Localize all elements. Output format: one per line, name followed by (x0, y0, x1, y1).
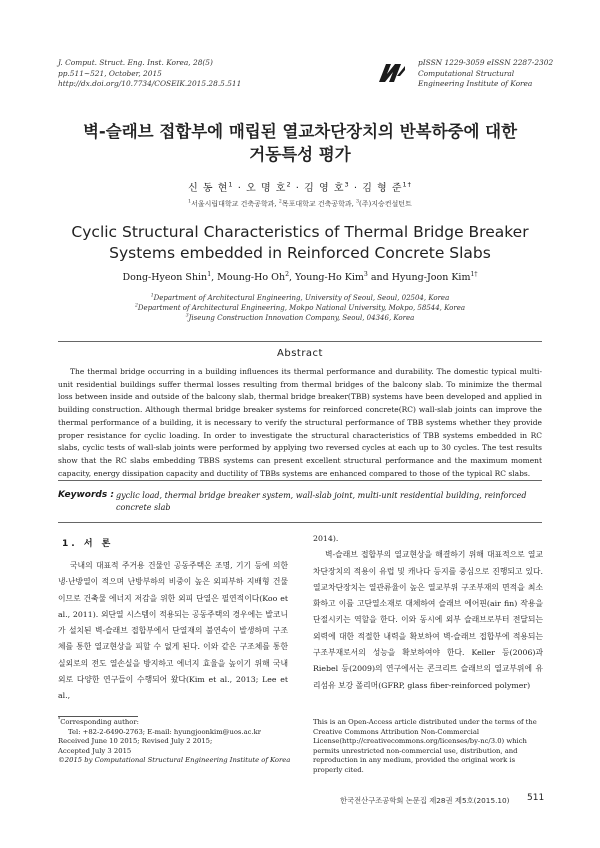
aff-sup: 1 (150, 293, 154, 299)
footnote-block (58, 718, 298, 766)
abstract-bottom-rule (58, 480, 542, 481)
author-name: Dong-Hyeon Shin (122, 272, 208, 283)
affiliation-line (0, 313, 600, 323)
author-conjunction: and (370, 272, 389, 283)
author-sup: 1 (207, 270, 212, 278)
title-korean-line: 벽-슬래브 접합부에 매립된 열교차단장치의 반복하중에 대한 (82, 122, 518, 141)
corresponding-author-label: *Corresponding author: (58, 717, 139, 726)
author-name: 김 형 준 (362, 183, 403, 194)
affiliation-line (0, 303, 600, 313)
author-name: 오 명 호 (246, 183, 287, 194)
issn-block (418, 58, 553, 90)
journal-citation (58, 58, 241, 90)
journal-pages-line: pp.511~521, October, 2015 (58, 68, 162, 78)
author-sup: 1† (402, 180, 412, 189)
coseik-logo-icon (377, 62, 407, 88)
issn-line: pISSN 1229-3059 eISSN 2287-2302 (418, 58, 554, 67)
section-title-introduction: 1. 서 론 (62, 539, 114, 549)
title-korean-line: 거동특성 평가 (249, 145, 351, 164)
keywords-bottom-rule (58, 522, 542, 523)
title-korean (0, 120, 600, 166)
page-number: 511 (527, 793, 545, 803)
keywords-text: gyclic load, thermal bridge breaker system, wall-slab joint, multi-unit residential building, reinforced concrete slab (116, 491, 527, 512)
author-separator: · (295, 183, 300, 194)
authors-korean (0, 179, 600, 194)
abstract-top-rule (58, 341, 542, 342)
title-english-line: Systems embedded in Reinforced Concrete Slabs (109, 244, 491, 262)
author-sup: 3 (344, 180, 350, 189)
paragraph: 벽-슬래브 접합부의 열교현상을 해결하기 위해 대표적으로 열교차단장치의 적용이 유럽 및 캐나다 등지를 중심으로 진행되고 있다. 열교차단장치는 열관류율이 높은 열교부위 구조부재의 면적을 최소화하고 이를 고단열소재로 대체하여 슬래브 에어핀(air fin) 작용을 단절시키는 역할을 한다. 이와 동시에 외부 슬래브로부터 전달되는 외력에 대한 적절한 내력을 확보하여 벽-슬래브 접합부에 적용되는 구조부재로서의 성능을 확보하여야 한다. Keller 등(2006)과 Riebel 등(2009)의 연구에서는 콘크리트 슬래브의 열교부위에 유리섬유 보강 폴리머(GFRP, glass fiber-reinforced polymer) (313, 550, 543, 690)
received-line: Received June 10 2015; Revised July 2 2015; (58, 737, 213, 746)
corresponding-author-text: Corresponding author: (60, 718, 139, 726)
body-column-right (313, 531, 543, 694)
author-name: Moung-Ho Oh (217, 272, 286, 283)
keywords-colon: : (110, 490, 114, 500)
author-sup: 3 (363, 270, 368, 278)
copyright-line: ©2015 by Computational Structural Engineering Institute of Korea (58, 756, 291, 765)
publisher-line: Computational Structural (418, 68, 515, 78)
aff-sup: 2 (134, 303, 138, 309)
title-english (0, 222, 600, 264)
aff-sup: 3 (185, 313, 189, 319)
author-separator: · (237, 183, 242, 194)
author-separator: · (353, 183, 359, 194)
contact-line: Tel: +82-2-6490-2763; E-mail: hyungjoonkim@uos.ac.kr (68, 727, 261, 736)
publisher-line: Engineering Institute of Korea (418, 79, 533, 88)
keywords-label-text: Keywords (58, 490, 108, 500)
author-name: 신 동 현 (188, 183, 229, 194)
author-name: Young-Ho Kim (295, 272, 364, 283)
author-sup: 1† (470, 270, 478, 278)
affiliation: 목포대학교 건축공학과, (281, 200, 354, 208)
author-sup: 1 (228, 180, 234, 189)
page-footer: 한국전산구조공학회 논문집 제28권 제5호(2015.10) (340, 796, 510, 805)
keywords-label (58, 490, 114, 500)
affiliation-line (0, 293, 600, 303)
author-sup: 2 (285, 270, 289, 278)
accepted-line: Accepted July 3 2015 (58, 746, 132, 755)
affiliation: (주)지승컨설턴트 (359, 200, 412, 208)
affiliation: Jiseung Construction Innovation Company, Seoul, 04346, Korea (188, 314, 415, 322)
footnote-rule (58, 716, 138, 717)
affiliations-korean (0, 199, 600, 209)
affiliation: Department of Architectural Engineering, Mokpo National University, Mokpo, 58544, Korea (137, 304, 466, 312)
aff-sup: 1 (188, 199, 192, 205)
author-name: Hyung-Joon Kim (391, 272, 471, 283)
abstract-body: The thermal bridge occurring in a building influences its thermal performance and durability. The domestic typical multi-unit residential buildings suffer thermal losses resulting from thermal bridges of the balcony slab. To minimize the thermal loss between inside and outside of the balcony slab, thermal bridge breaker(TBB) systems have been developed and applied in building construction. Although thermal bridge breaker systems for reinforced concrete(RC) wall-slab joints can improve the thermal performance of a building, it is necessary to verify the structural performance of TBB systems whether they provide proper resistance for cyclic loading. In order to investigate the structural characteristics of TBB systems embedded in RC slabs, cyclic tests of wall-slab joints were performed by applying two reversed cycles at each up to 30 cycles. The test results show that the RC slabs embedding TBBS systems can present excellent structural performance and the maximum moment capacity, energy dissipation capacity and ductility of TBBs systems are enhanced compared to those of the typical RC slabs. (58, 367, 542, 478)
author-sup: 2 (286, 180, 292, 189)
title-english-line: Cyclic Structural Characteristics of Thermal Bridge Breaker (71, 223, 529, 241)
paragraph-continuation: 2014). (313, 534, 339, 543)
authors-english: Dong-Hyeon Shin$^1$, Moung-Ho Oh$^2$, Young-Ho Kim$^3$ and Hyung-Joon Kim$^{1\dagger}$ (122, 270, 478, 283)
abstract-title: Abstract (277, 348, 323, 359)
affiliation: Department of Architectural Engineering, University of Seoul, Seoul, 02504, Korea (153, 294, 450, 302)
aff-sup: 2 (278, 199, 282, 205)
body-column-left: 국내의 대표적 주거용 건물인 공동주택은 조명, 기기 등에 의한 냉·난방열이 적으며 난방부하의 비중이 높은 외피부하 지배형 건물이므로 건축물 에너지 저감을 위한 외피 단열은 필연적이다(Koo et al., 2011). 외단열 시스템이 적용되는 공동주택의 경우에는 발코니가 설치된 벽-슬래브 접합부에서 단열재의 불연속이 발생하며 구조체를 통한 열교현상을 피할 수 없게 된다. 이와 같은 구조체를 통한 실외로의 전도 열손실을 방지하고 에너지 효율을 높이기 위해 국내외로 다양한 연구들이 수행되어 왔다(Kim et al., 2013; Lee et al., (58, 561, 288, 701)
author-name: 김 영 호 (304, 183, 345, 194)
doi-link[interactable]: http://dx.doi.org/10.7734/COSEIK.2015.28.5.511 (58, 79, 242, 88)
license-text: This is an Open-Access article distributed under the terms of the Creative Commons Attribution Non-Commercial License(http://creativecommons.org/licenses/by-nc/3.0) which permits unrestricted non-commercial use, distribution, and reproduction in any medium, provided the original work is properly cited. (313, 718, 537, 774)
affiliations-english (0, 293, 600, 323)
aff-sup: 3 (356, 199, 360, 205)
journal-citation-line: J. Comput. Struct. Eng. Inst. Korea, 28(5) (58, 58, 213, 67)
affiliation: 서울시립대학교 건축공학과, (191, 200, 277, 208)
